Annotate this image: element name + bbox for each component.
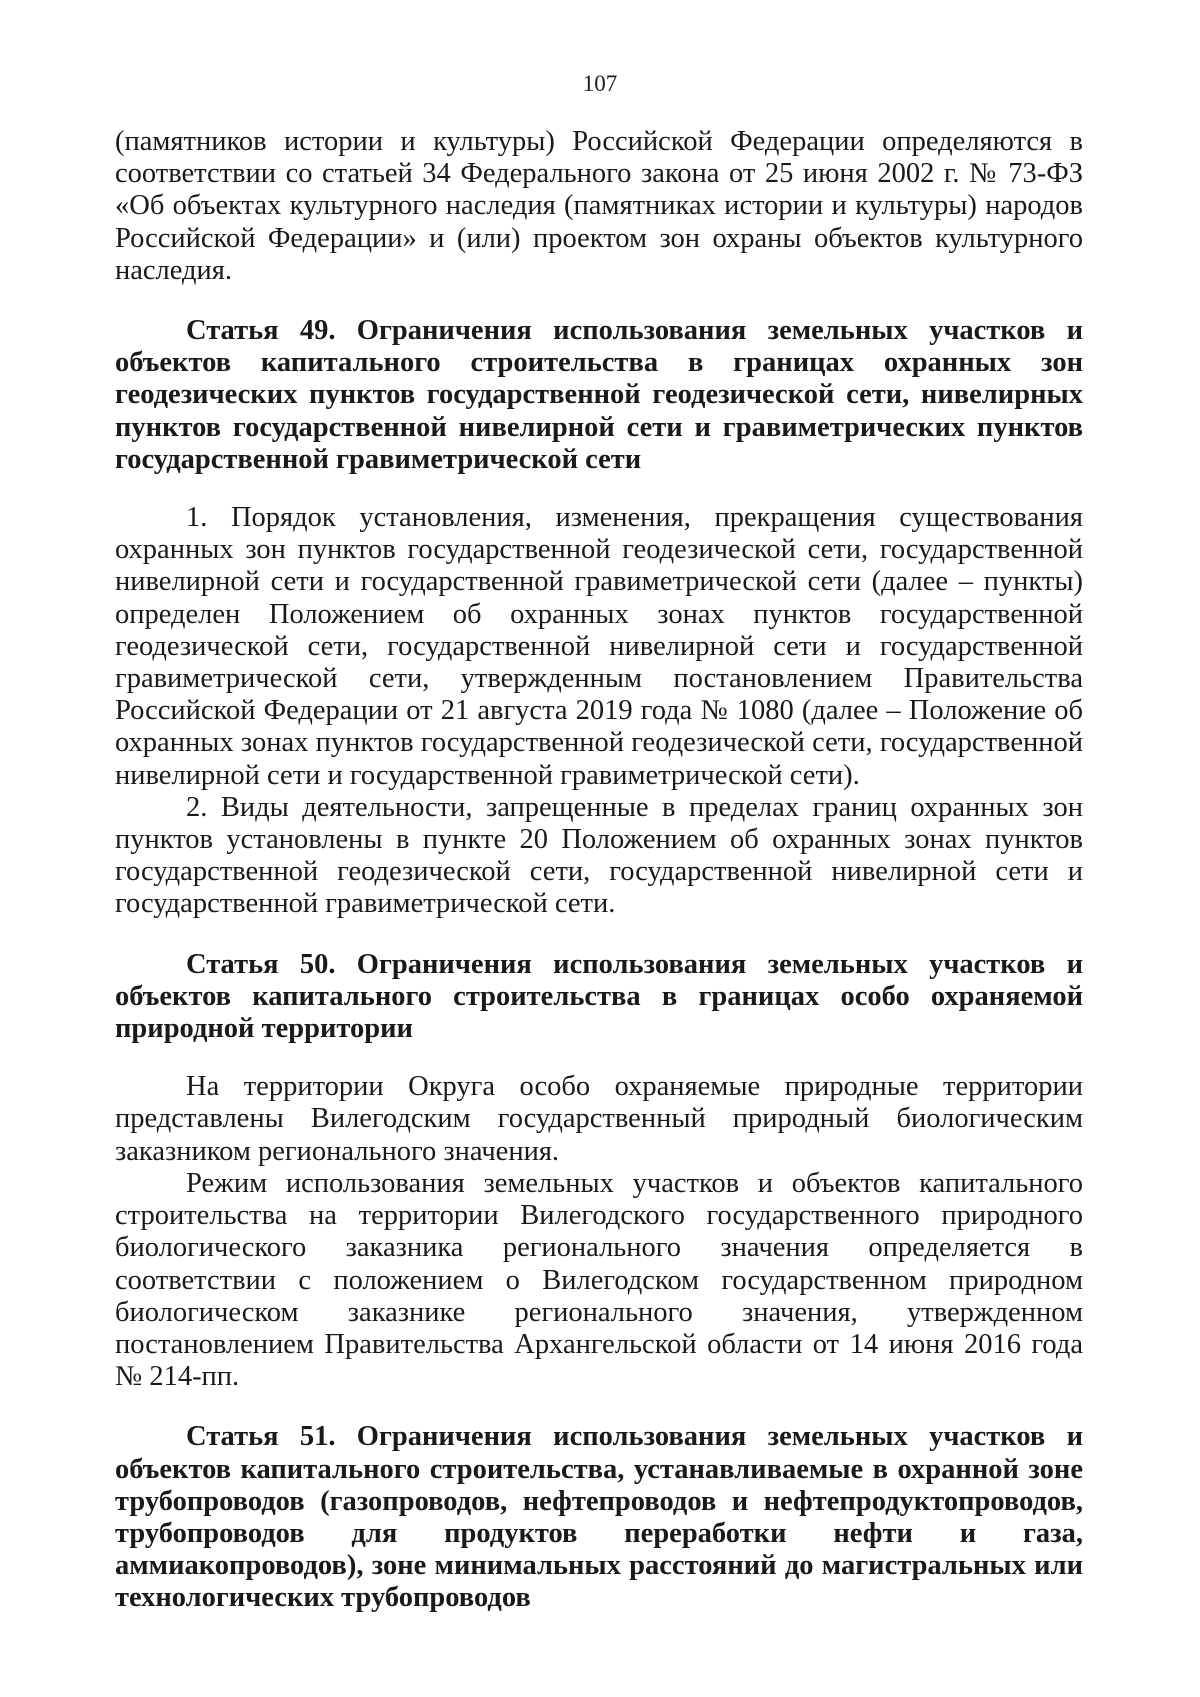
article-49-paragraph-2: 2. Виды деятельности, запрещенные в пределах границ охранных зон пунктов установлены в пункте 20 Положением об охранных зонах пунктов государственной геодезической сети, государственной нивелирной сети и государственной гравиметрической сети. xyxy=(115,791,1083,920)
article-49-paragraph-1: 1. Порядок установления, изменения, прекращения существования охранных зон пунктов государственной геодезической сети, государственной нивелирной сети и государственной гравиметрической сети (далее – пункты) определен Положением об охранных зонах пунктов государственной геодезической сети, государственной нивелирной сети и государственной гравиметрической сети, утвержденным постановлением Правительства Российской Федерации от 21 августа 2019 года № 1080 (далее – Положение об охранных зонах пунктов государственной геодезической сети, государственной нивелирной сети и государственной гравиметрической сети). xyxy=(115,502,1083,791)
article-50-heading: Статья 50. Ограничения использования земельных участков и объектов капитального строительства в границах особо охраняемой природной территории xyxy=(115,948,1083,1045)
page-number: 107 xyxy=(582,71,618,96)
article-50-paragraph-2: Режим использования земельных участков и объектов капитального строительства на территории Вилегодского государственного природного биологического заказника регионального значения определяется в соответствии с положением о Вилегодском государственном природном биологическом заказнике регионального значения, утвержденном постановлением Правительства Архангельской области от 14 июня 2016 года № 214-пп. xyxy=(115,1167,1083,1393)
article-49-heading: Статья 49. Ограничения использования земельных участков и объектов капитального строительства в границах охранных зон геодезических пунктов государственной геодезической сети, нивелирных пунктов государственной нивелирной сети и гравиметрических пунктов государственной гравиметрической сети xyxy=(115,315,1083,475)
document-body xyxy=(115,126,1083,1615)
article-50-paragraph-1: На территории Округа особо охраняемые природные территории представлены Вилегодским государственный природный биологическим заказником регионального значения. xyxy=(115,1071,1083,1167)
intro-paragraph: (памятников истории и культуры) Российской Федерации определяются в соответствии со статьей 34 Федерального закона от 25 июня 2002 г. № 73-ФЗ «Об объектах культурного наследия (памятниках истории и культуры) народов Российской Федерации» и (или) проектом зон охраны объектов культурного наследия. xyxy=(115,126,1083,286)
article-51-heading: Статья 51. Ограничения использования земельных участков и объектов капитального строительства, устанавливаемые в охранной зоне трубопроводов (газопроводов, нефтепроводов и нефтепродуктопроводов, трубопроводов для продуктов переработки нефти и газа, аммиакопроводов), зоне минимальных расстояний до магистральных или технологических трубопроводов xyxy=(115,1421,1083,1614)
